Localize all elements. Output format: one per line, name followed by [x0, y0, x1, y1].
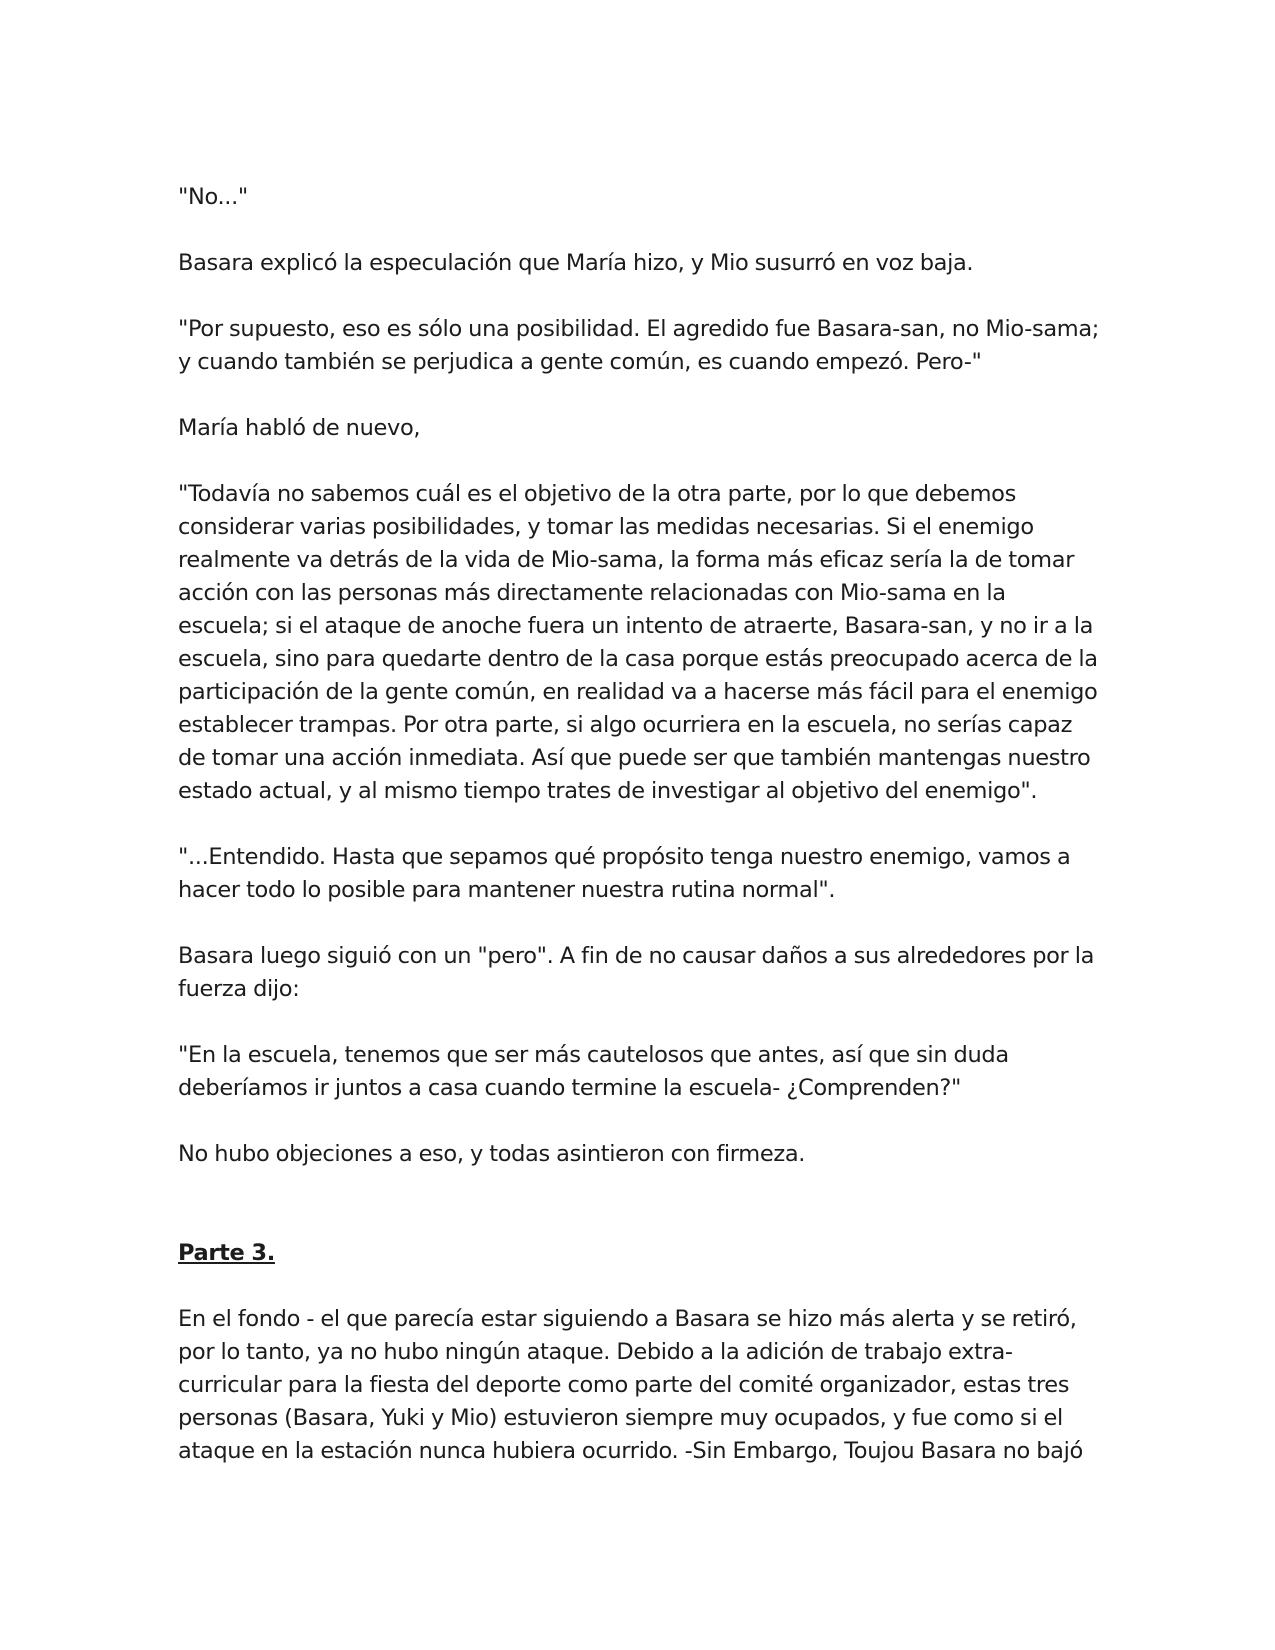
paragraph: María habló de nuevo, [178, 415, 421, 441]
paragraph: Basara explicó la especulación que María hizo, y Mio susurró en voz baja. [178, 250, 974, 276]
paragraph: "Todavía no sabemos cuál es el objetivo de la otra parte, por lo que debemos considerar varias posibilidades, y tomar las medidas necesarias. Si el enemigo realmente va detrás de la vida de Mio-sama, la forma más eficaz sería la de tomar acción con las personas más directamente relacionadas con Mio-sama en la escuela; si el ataque de anoche fuera un intento de atraerte, Basara-san, y no ir a la escuela, sino para quedarte dentro de la casa porque estás preocupado acerca de la participación de la gente común, en realidad va a hacerse más fácil para el enemigo establecer trampas. Por otra parte, si algo ocurriera en la escuela, no serías capaz de tomar una acción inmediata. Así que puede ser que también mantengas nuestro estado actual, y al mismo tiempo trates de investigar al objetivo del enemigo". [178, 481, 1098, 804]
paragraph: "...Entendido. Hasta que sepamos qué propósito tenga nuestro enemigo, vamos a hacer todo lo posible para mantener nuestra rutina normal". [178, 844, 1071, 903]
paragraph: En el fondo - el que parecía estar siguiendo a Basara se hizo más alerta y se retiró, por lo tanto, ya no hubo ningún ataque. Debido a la adición de trabajo extra-curricular para la fiesta del deporte como parte del comité organizador, estas tres personas (Basara, Yuki y Mio) estuvieron siempre muy ocupados, y fue como si el ataque en la estación nunca hubiera ocurrido. -Sin Embargo, Toujou Basara no bajó [178, 1306, 1083, 1464]
paragraph: No hubo objeciones a eso, y todas asintieron con firmeza. [178, 1141, 806, 1167]
paragraph: "Por supuesto, eso es sólo una posibilidad. El agredido fue Basara-san, no Mio-sama; y cuando también se perjudica a gente común, es cuando empezó. Pero-" [178, 316, 1100, 375]
document-body [178, 181, 1100, 1501]
paragraph: Basara luego siguió con un "pero". A fin de no causar daños a sus alrededores por la fuerza dijo: [178, 943, 1095, 1002]
paragraph: "En la escuela, tenemos que ser más cautelosos que antes, así que sin duda deberíamos ir juntos a casa cuando termine la escuela- ¿Comprenden?" [178, 1042, 1009, 1101]
section-heading: Parte 3. [178, 1240, 275, 1266]
paragraph: "No..." [178, 184, 248, 210]
